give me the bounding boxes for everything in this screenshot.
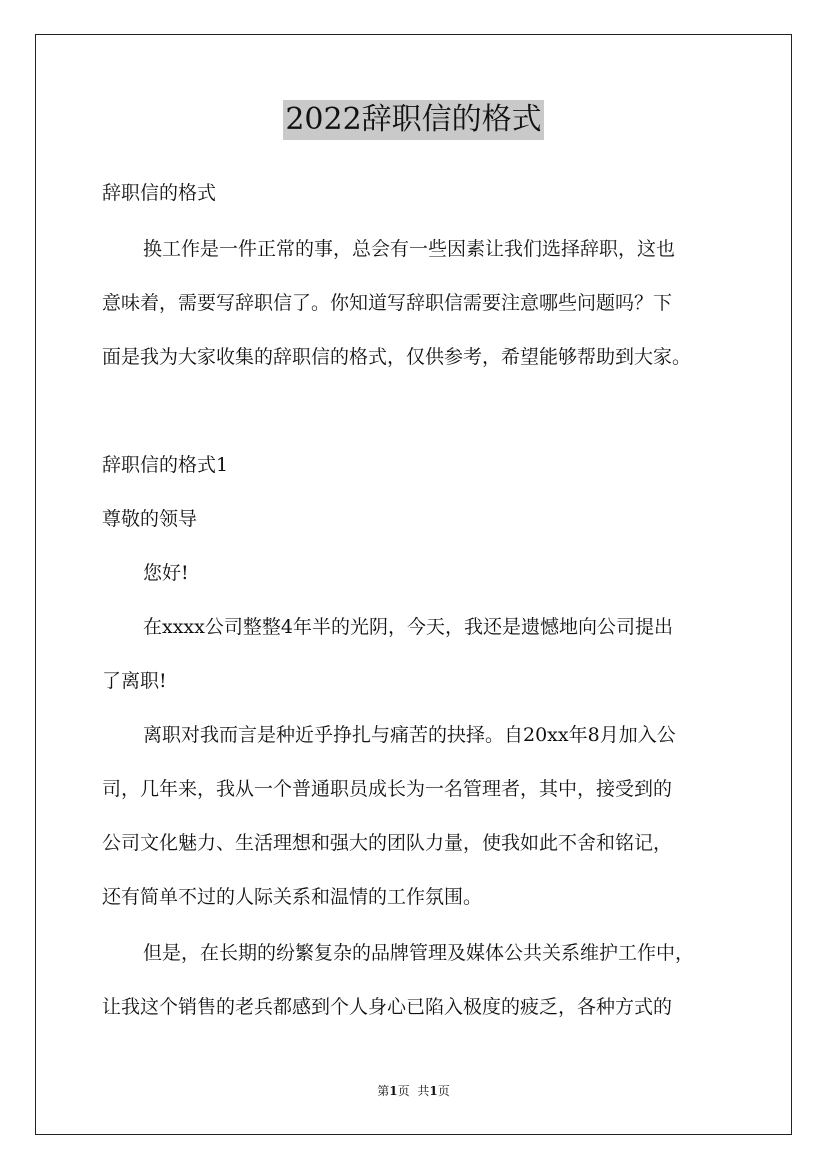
total-prefix: 共 (417, 1084, 430, 1098)
total-suffix: 页 (437, 1084, 450, 1098)
page-suffix: 页 (397, 1084, 410, 1098)
intro-line: 意味着，需要写辞职信了。你知道写辞职信需要注意哪些问题吗？下 (102, 292, 673, 314)
intro-line: 换工作是一件正常的事，总会有一些因素让我们选择辞职，这也 (143, 238, 676, 260)
document-title: 2022辞职信的格式 (283, 100, 543, 140)
greeting: 您好! (143, 562, 189, 584)
document-title-wrapper (0, 100, 827, 140)
page-number: 1 (389, 1084, 398, 1098)
intro-line: 面是我为大家收集的辞职信的格式，仅供参考，希望能够帮助到大家。 (102, 346, 692, 368)
salutation: 尊敬的领导 (102, 508, 198, 530)
body-line: 但是，在长期的纷繁复杂的品牌管理及媒体公共关系维护工作中， (143, 942, 695, 964)
body-line: 在xxxx公司整整4年半的光阴，今天，我还是遗憾地向公司提出 (143, 616, 673, 638)
body-line: 还有简单不过的人际关系和温情的工作氛围。 (102, 886, 483, 908)
body-line: 了离职! (102, 670, 167, 692)
body-line: 公司文化魅力、生活理想和强大的团队力量，使我如此不舍和铭记， (102, 832, 673, 854)
section-heading: 辞职信的格式1 (102, 454, 229, 476)
page-footer (0, 1083, 827, 1099)
page-prefix: 第 (377, 1084, 390, 1098)
body-line: 让我这个销售的老兵都感到个人身心已陷入极度的疲乏，各种方式的 (102, 996, 673, 1018)
body-line: 司，几年来，我从一个普通职员成长为一名管理者，其中，接受到的 (102, 778, 673, 800)
subtitle: 辞职信的格式 (102, 182, 217, 204)
total-pages: 1 (429, 1084, 438, 1098)
body-line: 离职对我而言是种近乎挣扎与痛苦的抉择。自20xx年8月加入公 (143, 724, 676, 746)
